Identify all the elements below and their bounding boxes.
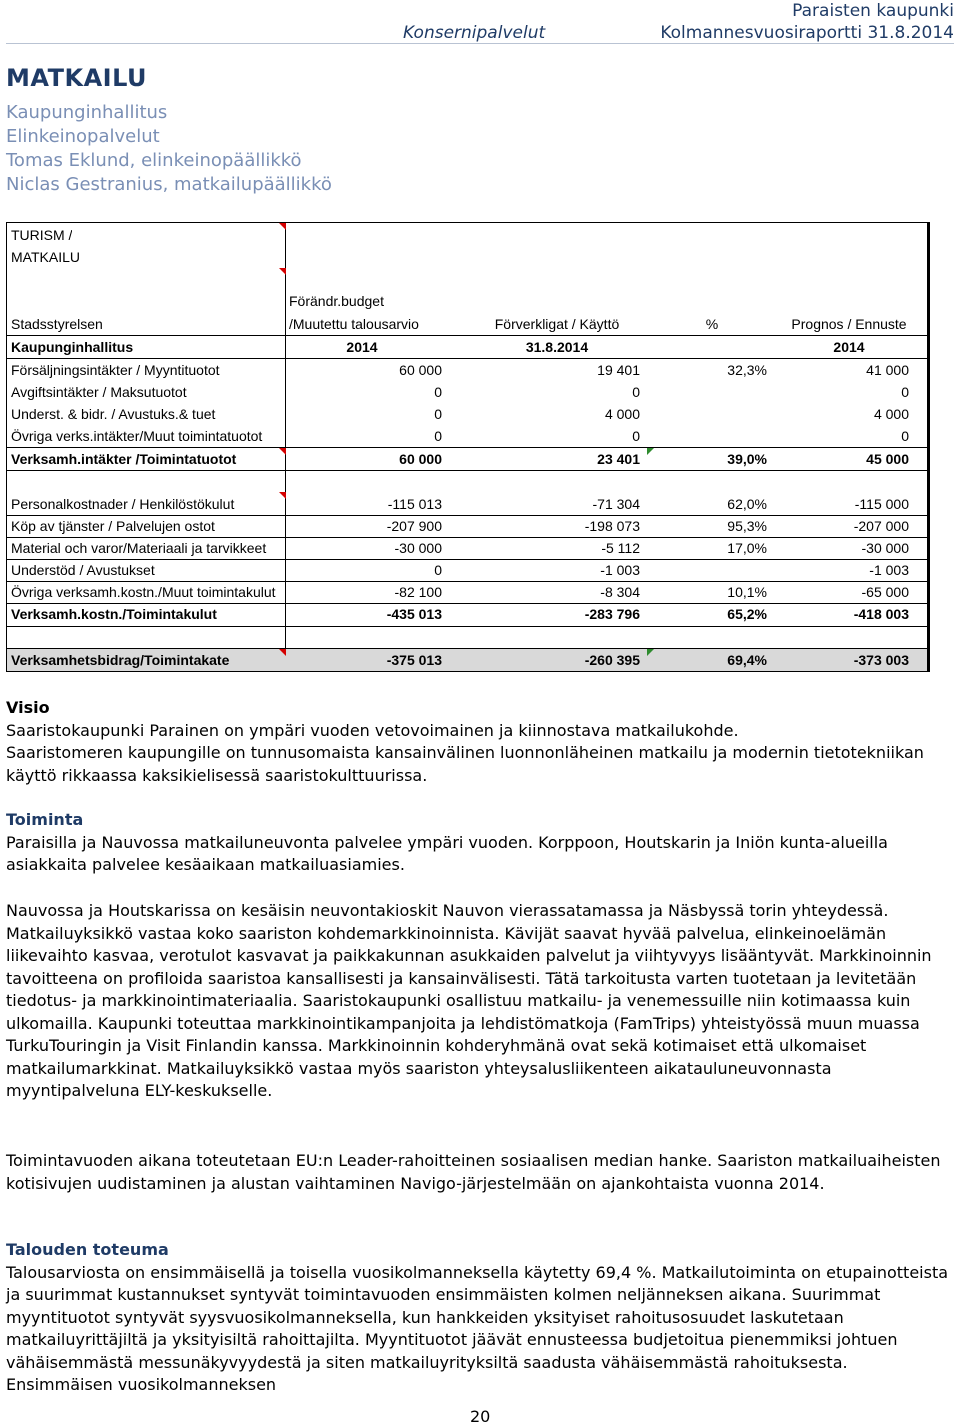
- toiminta-section-cont: [6, 900, 954, 1103]
- actual-value: -283 796: [584, 606, 640, 622]
- board-name-sv: Stadsstyrelsen: [11, 316, 103, 332]
- forecast-value: 4 000: [873, 406, 909, 422]
- actual-value: 0: [632, 428, 640, 444]
- forecast-value: 0: [901, 384, 909, 400]
- talous-section: [6, 1239, 954, 1397]
- section-heading: Visio: [6, 698, 50, 717]
- forecast-value: -1 003: [869, 562, 909, 578]
- page-title: MATKAILU: [6, 64, 147, 92]
- forecast-value: -207 000: [853, 518, 909, 534]
- budget-value: -375 013: [386, 652, 442, 668]
- row-label: Avgiftsintäkter / Maksutuotot: [11, 384, 187, 400]
- actual-value: -198 073: [584, 518, 640, 534]
- actual-date: 31.8.2014: [525, 339, 589, 355]
- subtitle-line: Kaupunginhallitus: [6, 102, 168, 123]
- forecast-value: -418 003: [853, 606, 909, 622]
- pct-value: 95,3%: [727, 518, 767, 534]
- forecast-value: 41 000: [866, 362, 909, 378]
- subtitle-line: Niclas Gestranius, matkailupäällikkö: [6, 174, 332, 195]
- board-name-fi: Kaupunginhallitus: [11, 339, 134, 355]
- paragraph: Saaristomeren kaupungille on tunnusomaista kansainvälinen luonnonläheinen matkailu ja modernin tietotekniikan käyttö rikkaassa kaksikielisessä saaristokulttuurissa.: [6, 743, 924, 785]
- row-label: Understöd / Avustukset: [11, 562, 155, 578]
- comment-marker-icon: [279, 268, 286, 275]
- row-label: Köp av tjänster / Palvelujen ostot: [11, 518, 215, 534]
- subtitle-line: Tomas Eklund, elinkeinopäällikkö: [6, 150, 302, 171]
- responsible-units: [6, 101, 332, 197]
- comment-marker-icon: [647, 649, 654, 656]
- budget-value: 0: [434, 406, 442, 422]
- pct-value: 10,1%: [727, 584, 767, 600]
- budget-value: 0: [434, 428, 442, 444]
- row-label: Material och varor/Materiaali ja tarvikkeet: [11, 540, 267, 556]
- row-label: Verksamh.kostn./Toimintakulut: [11, 606, 217, 622]
- pct-value: 32,3%: [727, 362, 767, 378]
- paragraph: Toimintavuoden aikana toteutetaan EU:n Leader-rahoitteinen sosiaalisen median hanke. Saariston matkailuaiheisten kotisivujen uudistaminen ja alustan vaihtaminen Navigo-järjestelmään on ajankohtaista vuonna 2014.: [6, 1151, 941, 1193]
- actual-value: 23 401: [597, 451, 640, 467]
- row-label: Underst. & bidr. / Avustuks.& tuet: [11, 406, 216, 422]
- forecast-value: 45 000: [866, 451, 909, 467]
- forecast-value: 0: [901, 428, 909, 444]
- toiminta-section-cont: [6, 1150, 954, 1195]
- actual-value: 0: [632, 384, 640, 400]
- row-divider: [7, 335, 927, 336]
- comment-marker-icon: [279, 448, 286, 455]
- section-heading: Talouden toteuma: [6, 1240, 169, 1259]
- pct-value: 17,0%: [727, 540, 767, 556]
- budget-value: 60 000: [399, 362, 442, 378]
- budget-value: 60 000: [399, 451, 442, 467]
- forecast-value: -65 000: [861, 584, 909, 600]
- organization-name: Paraisten kaupunki: [792, 1, 954, 21]
- budget-value: -207 900: [386, 518, 442, 534]
- column-header-budget: /Muutettu talousarvio: [289, 316, 419, 332]
- actual-value: -8 304: [600, 584, 640, 600]
- pct-value: 62,0%: [727, 496, 767, 512]
- comment-marker-icon: [647, 448, 654, 455]
- paragraph: Saaristokaupunki Parainen on ympäri vuoden vetovoimainen ja kiinnostava matkailukohde.: [6, 720, 739, 740]
- table-label: MATKAILU: [11, 249, 80, 265]
- row-divider: [7, 648, 927, 649]
- pct-value: 65,2%: [727, 606, 767, 622]
- budget-value: 0: [434, 384, 442, 400]
- subtitle-line: Elinkeinopalvelut: [6, 126, 160, 147]
- budget-value: 0: [434, 562, 442, 578]
- section-heading: Toiminta: [6, 810, 84, 829]
- actual-value: -71 304: [592, 496, 640, 512]
- row-divider: [7, 358, 927, 359]
- actual-value: -260 395: [584, 652, 640, 668]
- pct-value: 39,0%: [727, 451, 767, 467]
- actual-value: -1 003: [600, 562, 640, 578]
- paragraph: Nauvossa ja Houtskarissa on kesäisin neuvontakioskit Nauvon vierassatamassa ja Näsbyssä torin yhteydessä. Matkailuyksikkö vastaa koko saariston kohdemarkkinoinnista. Kävijät saavat hyvää palvelua, elinkeinoelämän liikevaihto kasvaa, verotulot kasvavat ja paikkakunnan asukkaiden palvelut ja viihtyvyys lisääntyvät. Markkinoinnin tavoitteena on profiloida saaristoa kansallisesti ja kansainvälisesti. Tätä tarkoitusta varten tuotetaan ja levitetään tiedotus- ja markkinointimateriaalia. Saaristokaupunki osallistuu matkailu- ja venemessuille niin kotimaassa kuin ulkomailla. Kaupunki toteuttaa markkinointikampanjoita ja lehdistömatkoja (FamTrips) yhteistyössä muun muassa TurkuTouringin ja Visit Finlandin kanssa. Markkinoinnin kohderyhmänä ovat sekä kotimaiset että ulkomaiset matkailumarkkinat. Matkailuyksikkö vastaa myös saariston yhteysalusliikenteen aikatauluneuvonnasta myyntipalveluna ELY-keskukselle.: [6, 901, 932, 1100]
- actual-value: -5 112: [601, 540, 640, 556]
- budget-value: -82 100: [394, 584, 442, 600]
- toiminta-section: [6, 809, 954, 877]
- report-name: Kolmannesvuosiraportti 31.8.2014: [660, 23, 954, 43]
- column-header-actual: Förverkligat / Käyttö: [494, 316, 620, 332]
- budget-value: -435 013: [386, 606, 442, 622]
- page-number: 20: [470, 1407, 491, 1426]
- comment-marker-icon: [279, 649, 286, 656]
- section-name: Konsernipalvelut: [403, 23, 546, 43]
- row-label: Personalkostnader / Henkilöstökulut: [11, 496, 235, 512]
- forecast-value: -30 000: [861, 540, 909, 556]
- column-header-budget: Förändr.budget: [289, 293, 384, 309]
- column-header-forecast: Prognos / Ennuste: [791, 316, 907, 332]
- row-divider: [7, 626, 927, 627]
- row-divider: [7, 447, 927, 448]
- paragraph: Talousarviosta on ensimmäisellä ja toisella vuosikolmanneksella käytetty 69,4 %. Matkailutoiminta on etupainotteista ja suurimmat kustannukset syntyvät toimintavuoden ensimmäisten kolmen neljänneksen aikana. Suurimmat myyntituotot syntyvät syysvuosikolmanneksella, kun hankkeiden yksityiset rahoitusosuudet laskutetaan matkailuyrittäjiltä ja yksityisiltä rahoittajilta. Myyntituotot jäävät ennusteessa budjetoitua pienemmiksi johtuen vähäisemmästä messunäkyvyydestä ja siten matkailuyrityksiltä saadusta vähäisemmästä rahoituksesta. Ensimmäisen vuosikolmanneksen: [6, 1262, 949, 1394]
- row-label: Försäljningsintäkter / Myyntituotot: [11, 362, 220, 378]
- header-divider: [6, 43, 954, 44]
- pct-value: 69,4%: [727, 652, 767, 668]
- paragraph: Paraisilla ja Nauvossa matkailuneuvonta palvelee ympäri vuoden. Korppoon, Houtskarin ja Iniön kunta-alueilla asiakkaita palvelee kesäaikaan matkailuasiamies.: [6, 832, 888, 874]
- budget-value: -30 000: [394, 540, 442, 556]
- column-divider: [285, 223, 286, 665]
- budget-value: -115 013: [387, 496, 442, 512]
- forecast-value: -115 000: [854, 496, 909, 512]
- table-label: TURISM /: [11, 227, 73, 243]
- budget-table: [6, 222, 930, 672]
- visio-section: [6, 697, 954, 787]
- row-divider: [7, 470, 927, 471]
- forecast-year: 2014: [833, 339, 865, 355]
- comment-marker-icon: [279, 223, 286, 230]
- actual-value: 4 000: [604, 406, 640, 422]
- row-label: Verksamh.intäkter /Toimintatuotot: [11, 451, 237, 467]
- budget-year: 2014: [346, 339, 378, 355]
- row-label: Övriga verksamh.kostn./Muut toimintakulut: [11, 584, 276, 600]
- column-header-pct: %: [705, 316, 719, 332]
- forecast-value: -373 003: [853, 652, 909, 668]
- actual-value: 19 401: [597, 362, 640, 378]
- row-label: Verksamhetsbidrag/Toimintakate: [11, 652, 230, 668]
- row-label: Övriga verks.intäkter/Muut toimintatuotot: [11, 428, 263, 444]
